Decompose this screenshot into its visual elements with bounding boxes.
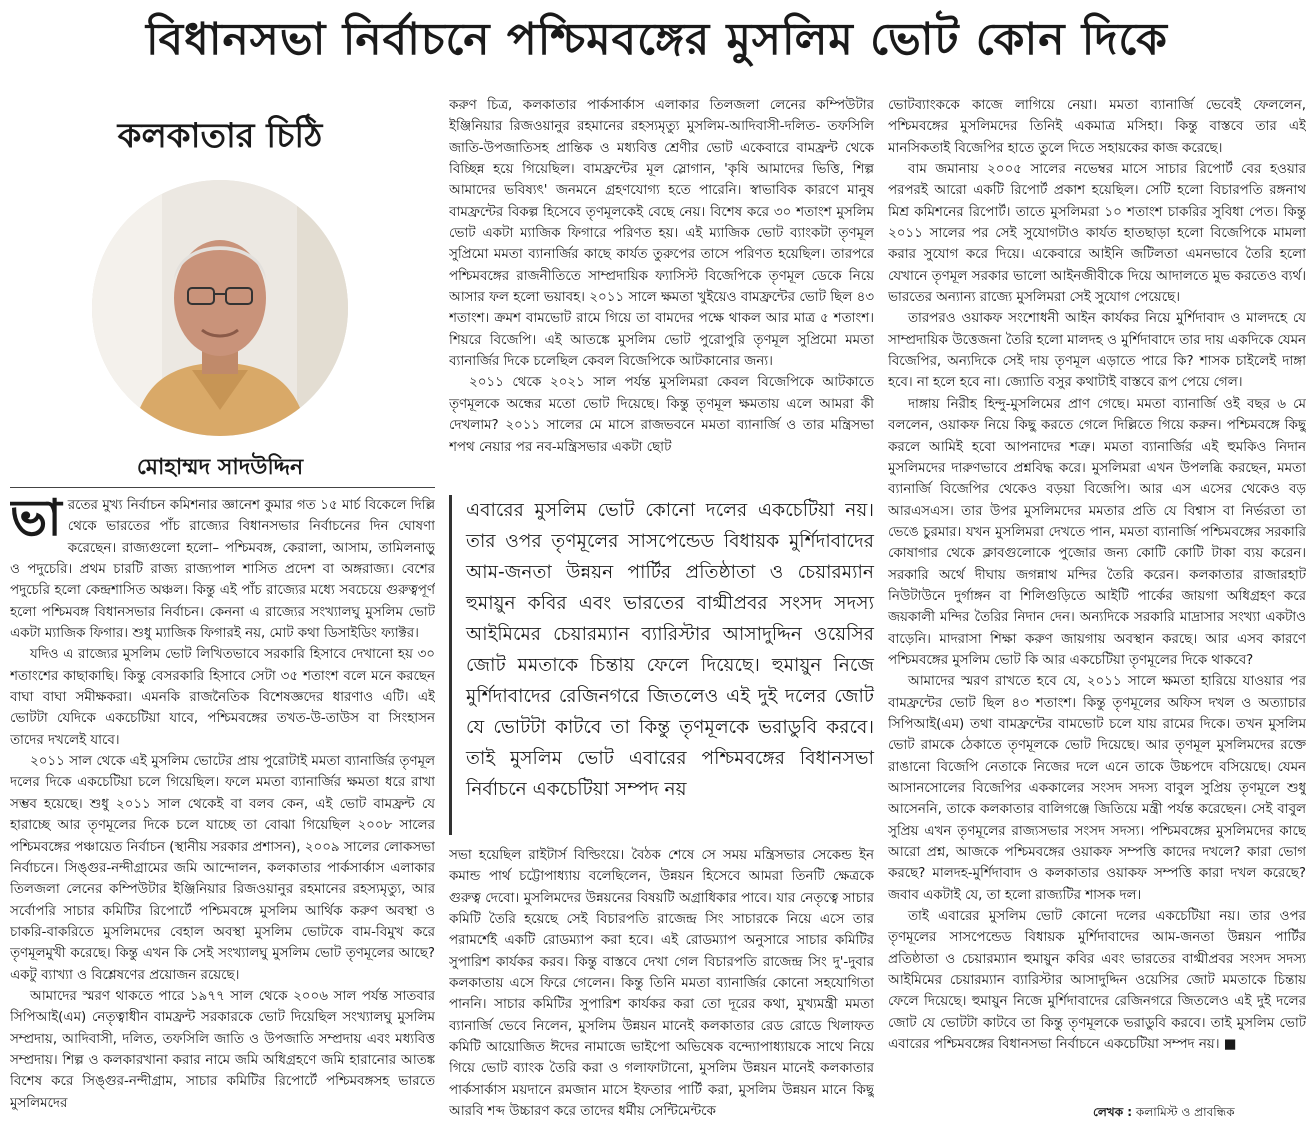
dropcap: ভা (10, 495, 62, 547)
paragraph: ২০১১ সাল থেকে এই মুসলিম ভোটের প্রায় পুরোটাই মমতা ব্যানার্জির তৃণমূল দলের দিকে একচেটিয়া চলে গিয়েছিল। ফলে মমতা ব্যানার্জির ক্ষমতা ধরে রাখা সম্ভব হয়েছে। শুধু ২০১১ সাল থেকেই বা বলব কেন, এই ভোট বামফ্রন্ট যে হারাচ্ছে আর তৃণমূলের দিকে চলে যাচ্ছে তা বোঝা গিয়েছিল ২০০৮ সালের পশ্চিমবঙ্গের পঞ্চায়েত নির্বাচন (স্থানীয় সরকার প্রশাসন), ২০০৯ সালের লোকসভা নির্বাচনে। সিঙ্গুর-নন্দীগ্রামের জমি আন্দোলন, কলকাতার পার্কসার্কাস এলাকার তিলজলা লেনের কম্পিউটার ইঞ্জিনিয়ার রিজওয়ানুর রহমানের রহস্যমৃত্যু, আর সর্বোপরি সাচার কমিটির রিপোর্টে পশ্চিমবঙ্গে মুসলিম আর্থিক করুণ অবস্থা ও চাকরি-বাকরিতে মুসলিমদের বেহাল অবস্থা মুসলিম ভোটকে বাম-বিমুখ করে তৃণমূলমুখী করেছে। কিন্তু এখন কি সেই সংখ্যালঘু মুসলিম ভোট তৃণমূলের আছে? একটু ব্যাখ্যা ও বিশ্লেষণের প্রয়োজন রয়েছে। (10, 754, 435, 983)
divider (10, 487, 435, 488)
author-photo (92, 180, 348, 436)
byline (1093, 1104, 1235, 1124)
paragraph: আমাদের স্মরণ থাকতে পারে ১৯৭৭ সাল থেকে ২০০৬ সাল পর্যন্ত সাতবার সিপিআই(এম) নেতৃত্বাধীন বামফ্রন্ট সরকারকে ভোট দিয়েছিল সংখ্যালঘু মুসলিম সম্প্রদায়, আদিবাসী, দলিত, তফসিলি জাতি ও উপজাতি সম্প্রদায় এবং মধ্যবিত্ত সম্প্রদায়। শিল্প ও কলকারখানা করার নামে জমি অধিগ্রহণে জমি হারানোর আতঙ্ক বিশেষ করে সিঙ্গুর-নন্দীগ্রাম, সাচার কমিটির রিপোর্টে পশ্চিমবঙ্গসহ ভারতে মুসলিমদের (10, 988, 435, 1111)
paragraph: করুণ চিত্র, কলকাতার পার্কসার্কাস এলাকার তিলজলা লেনের কম্পিউটার ইঞ্জিনিয়ার রিজওয়ানুর রহমানের রহস্যমৃত্যু মুসলিম-আদিবাসী-দলিত- তফসিলি জাতি-উপজাতিসহ প্রান্তিক ও মধ্যবিত্ত শ্রেণীর ভোট একেবারে বামফ্রন্ট থেকে বিচ্ছিন্ন হয়ে গিয়েছিল। বামফ্রন্টের মূল স্লোগান, 'কৃষি আমাদের ভিত্তি, শিল্প আমাদের ভবিষ্যৎ' জনমনে গ্রহণযোগ্য হতে পারেনি। স্বাভাবিক কারণে মানুষ বামফ্রন্টের বিকল্প হিসেবে তৃণমূলকেই বেছে নেয়। বিশেষ করে ৩০ শতাংশ মুসলিম ভোট একটা ম্যাজিক ফিগারে পরিণত হয়। এই ম্যাজিক ভোট ব্যাংকটা তৃণমূল সুপ্রিমো মমতা ব্যানার্জির কাছে কার্যত তুরুপের তাসে পরিণত হয়েছিল। তারপরে পশ্চিমবঙ্গের রাজনীতিতে সাম্প্রদায়িক ফ্যাসিস্ট বিজেপিকে তৃণমূল ডেকে নিয়ে আসার ফল হলো ভয়াবহ। ২০১১ সালে ক্ষমতা খুইয়েও বামফ্রন্টের ভোট ছিল ৪৩ শতাংশ। ক্রমশ বামভোট রামে গিয়ে তা বামদের পক্ষে থাকল আর মাত্র ৫ শতাংশ। শিয়রে বিজেপি। এই আতঙ্কে মুসলিম ভোট পুরোপুরি তৃণমূল সুপ্রিমো মমতা ব্যানার্জির দিকে চলেছিল কেবল বিজেপিকে আটকানোর জন্য। (449, 98, 874, 370)
paragraph: বাম জমানায় ২০০৫ সালের নভেম্বর মাসে সাচার রিপোর্ট বের হওয়ার পরপরই আরো একটি রিপোর্ট প্রকাশ হয়েছিল। সেটি হলো বিচারপতি রঙ্গনাথ মিশ্র কমিশনের রিপোর্ট। তাতে মুসলিমরা ১০ শতাংশ চাকরির সুবিধা পেত। কিন্তু ২০১১ সালের পর সেই সুযোগটাও কার্যত হাতছাড়া হলো বিজেপিকে মামলা করার সুযোগ করে দিয়ে। একেবারে আইনি জটিলতা এমনভাবে তৈরি হলো যেখানে তৃণমূল সরকার ভালো আইনজীবীকে দিয়ে আদালতে মুভ করতেও ব্যর্থ। ভারতের অন্যান্য রাজ্যে মুসলিমরা সেই সুযোগ পেয়েছে। (888, 162, 1306, 306)
paragraph: তাই এবারের মুসলিম ভোট কোনো দলের একচেটিয়া নয়। তার ওপর তৃণমূলের সাসপেন্ডেড বিধায়ক মুর্শিদাবাদের আম-জনতা উন্নয়ন পার্টির প্রতিষ্ঠাতা ও চেয়ারম্যান হুমায়ুন কবির এবং ভারতের বাগ্মীপ্রবর সংসদ সদস্য আইমিমের চেয়ারম্যান ব্যারিস্টার আসাদুদ্দিন ওয়েসির জোট মমতাকে চিন্তায় ফেলে দিয়েছে। হুমায়ুন নিজে মুর্শিদাবাদের রেজিনগরে জিতলেও এই দুই দলের জোট যে ভোটটা কাটবে তা কিন্তু তৃণমূলকে ভরাডুবি করবে। তাই মুসলিম ভোট এবারের পশ্চিমবঙ্গের বিধানসভা নির্বাচনে একচেটিয়া সম্পদ নয়। ■ (888, 909, 1306, 1053)
column-1 (10, 495, 435, 1115)
column-3 (888, 95, 1306, 1100)
author-name: মোহাম্মদ সাদউদ্দিন (136, 454, 304, 480)
paragraph: ভোটব্যাংককে কাজে লাগিয়ে নেয়া। মমতা ব্যানার্জি ভেবেই ফেললেন, পশ্চিমবঙ্গের মুসলিমদের তিনিই একমাত্র মসিহা। কিন্তু বাস্তবে তার এই মানসিকতাই বিজেপির হাতে তুলে দিতে সহায়কের কাজ করেছে। (888, 98, 1306, 156)
paragraph: ২০১১ থেকে ২০২১ সাল পর্যন্ত মুসলিমরা কেবল বিজেপিকে আটকাতে তৃণমূলকে অন্ধের মতো ভোট দিয়েছে। কিন্তু তৃণমূল ক্ষমতায় এলে আমরা কী দেখলাম? ২০১১ সালের মে মাসে রাজভবনে মমতা ব্যানার্জি ও তার মন্ত্রিসভা শপথ নেয়ার পর নব-মন্ত্রিসভার একটা ছোট (449, 375, 874, 455)
paragraph: আমাদের স্মরণ রাখতে হবে যে, ২০১১ সালে ক্ষমতা হারিয়ে যাওয়ার পর বামফ্রন্টের ভোট ছিল ৪৩ শতাংশ। কিন্তু তৃণমূলের অফিস দখল ও অত্যাচার সিপিআই(এম) তথা বামফ্রন্টের বামভোট চলে যায় রামের দিকে। তখন মুসলিম ভোট রামকে ঠেকাতে তৃণমূলকে ভোট দিয়েছে। আর তৃণমূল মুসলিমদের রক্তে রাঙানো বিজেপি নেতাকে নিজের দলে এনে তাকে উচ্চপদে বসিয়েছে। যেমন আসানসোলের বিজেপির এককালের সংসদ সদস্য বাবুল সুপ্রিয় তৃণমূলে শুধু আসেননি, তাকে কলকাতার বালিগঞ্জে জিতিয়ে মন্ত্রী পর্যন্ত করেছেন। সেই বাবুল সুপ্রিয় এখন তৃণমূলের রাজ্যসভার সংসদ সদস্য। পশ্চিমবঙ্গের মুসলিমদের কাছে আরো প্রশ্ন, আজকে পশ্চিমবঙ্গের ওয়াকফ সম্পত্তি কাদের দখলে? কারা ভোগ করছে? মালদহ-মুর্শিদাবাদ ও কলকাতার ওয়াকফ সম্পত্তি কারা দখল করেছে? জবাব একটাই যে, তা হলো রাজ্যটির শাসক দল। (888, 674, 1306, 903)
pull-quote: এবারের মুসলিম ভোট কোনো দলের একচেটিয়া নয়। তার ওপর তৃণমূলের সাসপেন্ডেড বিধায়ক মুর্শিদাবাদের আম-জনতা উন্নয়ন পার্টির প্রতিষ্ঠাতা ও চেয়ারম্যান হুমায়ুন কবির এবং ভারতের বাগ্মীপ্রবর সংসদ সদস্য আইমিমের চেয়ারম্যান ব্যারিস্টার আসাদুদ্দিন ওয়েসির জোট মমতাকে চিন্তায় ফেলে দিয়েছে। হুমায়ুন নিজে মুর্শিদাবাদের রেজিনগরে জিতলেও এই দুই দলের জোট যে ভোটটা কাটবে তা কিন্তু তৃণমূলকে ভরাডুবি করবে। তাই মুসলিম ভোট এবারের পশ্চিমবঙ্গের বিধানসভা নির্বাচনে একচেটিয়া সম্পদ নয় (449, 495, 874, 835)
paragraph: তারপরও ওয়াকফ সংশোধনী আইন কার্যকর নিয়ে মুর্শিদাবাদ ও মালদহে যে সাম্প্রদায়িক উত্তেজনা তৈরি হলো মালদহ ও মুর্শিদাবাদে তার দায় একদিকে যেমন বিজেপির, অন্যদিকে সেই দায় তৃণমূল এড়াতে পারে কি? শাসক চাইলেই দাঙ্গা হবে। না হলে হবে না। জ্যোতি বসুর কথাটাই বাস্তবে রূপ পেয়ে গেল। (888, 311, 1306, 391)
column-2-bottom (449, 845, 874, 1125)
paragraph: সভা হয়েছিল রাইটার্স বিল্ডিংয়ে। বৈঠক শেষে সে সময় মন্ত্রিসভার সেকেন্ড ইন কমান্ড পার্থ চট্টোপাধ্যায় বলেছিলেন, উন্নয়ন হিসেবে আমরা তিনটি ক্ষেত্রকে গুরুত্ব দেবো। মুসলিমদের উন্নয়নের বিষয়টি অগ্রাধিকার পাবে। যার নেতৃত্বে সাচার কমিটি তৈরি হয়েছে সেই বিচারপতি রাজেন্দ্র সিং সাচারকে নিয়ে এসে তার পরামর্শেই একটি রোডম্যাপ করা হবে। এই রোডম্যাপ অনুসারে সাচার কমিটির সুপারিশ কার্যকর করব। কিন্তু বাস্তবে দেখা গেল বিচারপতি রাজেন্দ্র সিং দু'-দুবার কলকাতায় এসে ফিরে গেলেন। কিন্তু তিনি মমতা ব্যানার্জির কোনো সহযোগিতা পাননি। সাচার কমিটির সুপারিশ কার্যকর করা তো দূরের কথা, মুখ্যমন্ত্রী মমতা ব্যানার্জি ভেবে নিলেন, মুসলিম উন্নয়ন মানেই কলকাতার রেড রোডে খিলাফত কমিটি আয়োজিত ঈদের নামাজে ভাইপো অভিষেক বন্দ্যোপাধ্যায়কে সাথে নিয়ে গিয়ে ভোট ব্যাংক তৈরি করা ও গলাফাটানো, মুসলিম উন্নয়ন মানেই কলকাতার পার্কসার্কাস ময়দানে রমজান মাসে ইফতার পার্টি করা, মুসলিম উন্নয়ন মানে কিছু আরবি শব্দ উচ্চারণ করে তাদের ধর্মীয় সেন্টিমেন্টকে (449, 848, 874, 1120)
column-2-top (449, 95, 874, 480)
paragraph: যদিও এ রাজ্যের মুসলিম ভোট লিখিতভাবে সরকারি হিসাবে দেখানো হয় ৩০ শতাংশের কাছাকাছি। কিন্তু বেসরকারি হিসাবে সেটা ৩৫ শতাংশ বলে মনে করছেন বাঘা বাঘা সমীক্ষকরা। এমনকি রাজনৈতিক বিশেষজ্ঞদের ধারণাও এটি। এই ভোটটা যেদিকে একচেটিয়া যাবে, পশ্চিমবঙ্গের তখত-উ-তাউস বা সিংহাসন তাদের দখলেই যাবে। (10, 647, 435, 748)
paragraph: দাঙ্গায় নিরীহ হিন্দু-মুসলিমের প্রাণ গেছে। মমতা ব্যানার্জি ওই বছর ৬ মে বললেন, ওয়াকফ নিয়ে কিছু করতে গেলে দিল্লিতে গিয়ে করুন। পশ্চিমবঙ্গে কিছু করলে আমিই হবো আপনাদের শত্রু। মমতা ব্যানার্জির এই হুমকিও নিদান মুসলিমদের দারুণভাবে প্রশ্নবিদ্ধ করে। মুসলিমরা এখন উপলব্ধি করছেন, মমতা ব্যানার্জি বিজেপির থেকেও বড়য়া বিজেপি। আর এস এসের থেকেও বড় আরএসএস। তার উপর মুসলিমদের মমতার প্রতি যে বিশ্বাস বা নির্ভরতা তা ভেঙে চুরমার। যখন মুসলিমরা দেখতে পান, মমতা ব্যানার্জি পশ্চিমবঙ্গের সরকারি কোষাগার থেকে ক্লাবগুলোকে পুজোর জন্য কোটি কোটি টাকা ব্যয় করেন। সরকারি অর্থে দীঘায় জগন্নাথ মন্দির তৈরি করেন। কলকাতার রাজারহাট নিউটাউনে দুর্গাঙ্গন বা শিলিগুড়িতে আইটি পার্কের জায়গা অধিগ্রহণ করে জয়কালী মন্দির তৈরির নিদান দেন। অন্যদিকে সরকারি মাদ্রাসার সংখ্যা একটাও বাড়েনি। মাদরাসা শিক্ষা করুণ জায়গায় অবস্থান করছে। আর এসব কারণে পশ্চিমবঙ্গের মুসলিম ভোট কি আর একচেটিয়া তৃণমূলের দিকে থাকবে? (888, 396, 1306, 668)
paragraph: রতের মুখ্য নির্বাচন কমিশনার জ্ঞানেশ কুমার গত ১৫ মার্চ বিকেলে দিল্লি থেকে ভারতের পাঁচ রাজ্যের বিধানসভার নির্বাচনের দিন ঘোষণা করেছেন। রাজ্যগুলো হলো– পশ্চিমবঙ্গ, কেরালা, আসাম, তামিলনাড়ু ও পদুচেরি। প্রথম চারটি রাজ্য রাজ্যপাল শাসিত প্রদেশ বা অঙ্গরাজ্য। বেশের পদুচেরি হলো কেন্দ্রশাসিত অঞ্চল। কিন্তু এই পাঁচ রাজ্যের মধ্যে সবচেয়ে গুরুত্বপূর্ণ হলো পশ্চিমবঙ্গ বিধানসভার নির্বাচন। কেননা এ রাজ্যের সংখ্যালঘু মুসলিম ভোট একটা ম্যাজিক ফিগার। শুধু ম্যাজিক ফিগারই নয়, মোট কথা ডিসাইডিং ফ্যাক্টর। (10, 498, 435, 642)
headline: বিধানসভা নির্বাচনে পশ্চিমবঙ্গের মুসলিম ভোট কোন দিকে (146, 14, 1168, 65)
byline-value: কলামিস্ট ও প্রাবন্ধিক (1135, 1105, 1235, 1119)
section-title: কলকাতার চিঠি (117, 116, 323, 156)
author-portrait-image (92, 180, 348, 436)
byline-label: লেখক : (1093, 1105, 1133, 1119)
